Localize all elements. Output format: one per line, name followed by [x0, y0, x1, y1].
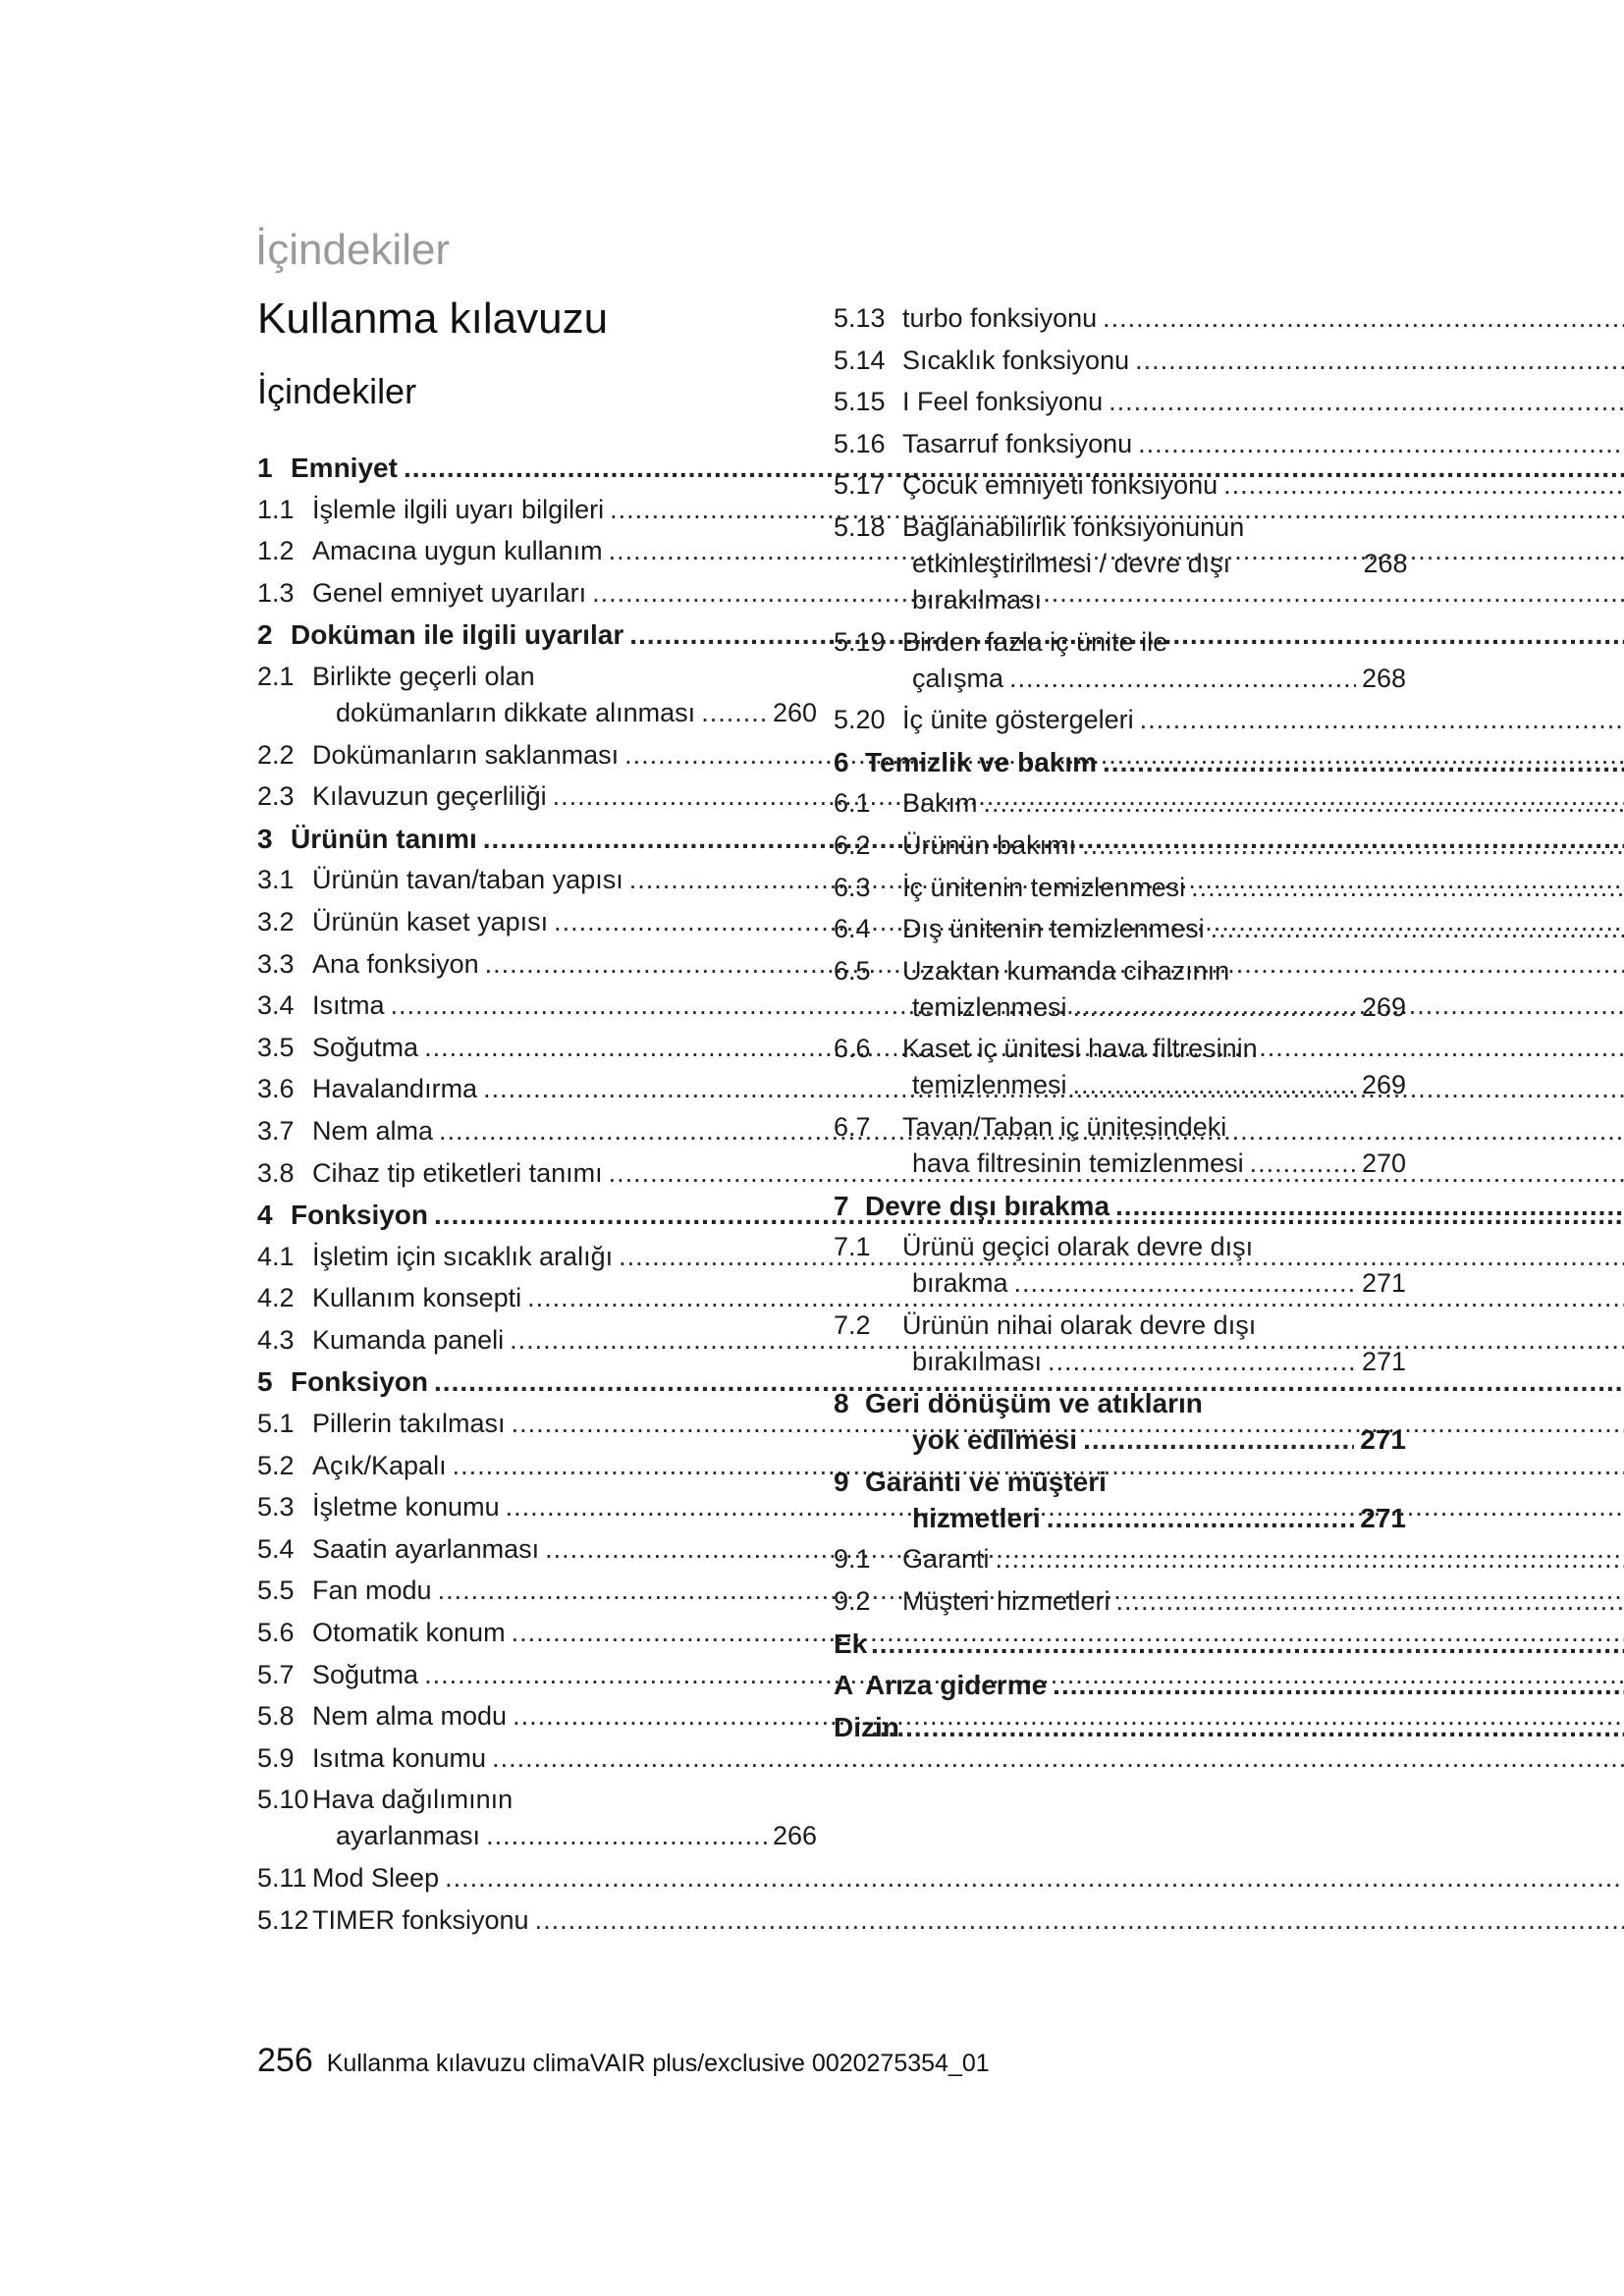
- toc-entry[interactable]: [257, 533, 817, 569]
- toc-heading: İçindekiler: [257, 371, 417, 411]
- dot-leader: [1138, 426, 1624, 462]
- toc-number: 2: [257, 619, 273, 651]
- toc-title: Kılavuzun geçerliliği: [312, 781, 547, 812]
- toc-title: TIMER fonksiyonu: [312, 1904, 529, 1935]
- toc-title: Ana fonksiyon: [312, 948, 479, 979]
- dot-leader: [1103, 300, 1624, 337]
- toc-entry[interactable]: [257, 904, 817, 940]
- toc-page-number: 270: [1361, 1148, 1406, 1178]
- toc-number: 9.1: [834, 1544, 871, 1575]
- toc-entry[interactable]: [834, 1667, 1406, 1703]
- toc-entry[interactable]: [257, 1740, 817, 1777]
- toc-number: 3.6: [257, 1074, 295, 1104]
- toc-entry[interactable]: [257, 821, 817, 857]
- toc-entry[interactable]: [257, 1071, 817, 1107]
- toc-entry[interactable]: [834, 467, 1406, 504]
- toc-entry[interactable]: [834, 1385, 1406, 1458]
- toc-entry[interactable]: [834, 785, 1406, 822]
- toc-title: Isıtma konumu: [312, 1742, 487, 1773]
- toc-title: Kullanım konsepti: [312, 1283, 522, 1313]
- dot-leader: [996, 1541, 1624, 1577]
- toc-entry[interactable]: [834, 384, 1406, 420]
- toc-title: İşletme konumu: [312, 1492, 500, 1522]
- toc-number: 7: [834, 1190, 849, 1221]
- toc-entry[interactable]: [257, 946, 817, 983]
- toc-entry[interactable]: [834, 426, 1406, 462]
- dot-leader: [1115, 1188, 1624, 1224]
- toc-page-number: 268: [1363, 548, 1408, 578]
- toc-entry[interactable]: [257, 1489, 817, 1525]
- toc-title: Dış ünitenin temizlenmesi: [902, 914, 1205, 944]
- toc-title-continuation: temizlenmesi: [912, 1070, 1067, 1100]
- toc-entry[interactable]: [257, 1406, 817, 1442]
- toc-entry[interactable]: [257, 492, 817, 528]
- dot-leader: [445, 1860, 1624, 1896]
- toc-number: 8: [834, 1388, 849, 1419]
- toc-number: 5.8: [257, 1701, 295, 1732]
- toc-page-number: 269: [1361, 1070, 1406, 1100]
- toc-entry[interactable]: [257, 1363, 817, 1400]
- toc-page-number: 271: [1360, 1424, 1406, 1456]
- toc-title: Bakım: [902, 788, 978, 819]
- toc-entry[interactable]: [257, 450, 817, 486]
- toc-entry[interactable]: [257, 1860, 817, 1896]
- toc-number: 7.1: [834, 1232, 871, 1262]
- toc-title: Nem alma: [312, 1115, 434, 1146]
- toc-number: 3.4: [257, 990, 295, 1021]
- toc-title-continuation: bırakılması: [912, 1346, 1043, 1376]
- toc-entry[interactable]: [257, 1698, 817, 1735]
- toc-entry[interactable]: [834, 702, 1406, 738]
- toc-title: Temizlik ve bakım: [865, 746, 1098, 777]
- toc-entry[interactable]: [257, 616, 817, 653]
- toc-entry[interactable]: [834, 1308, 1406, 1380]
- toc-title: Ürünün tanımı: [291, 823, 477, 854]
- toc-title: Nem alma modu: [312, 1701, 508, 1732]
- toc-page-number: 271: [1360, 1502, 1406, 1533]
- toc-number: 1.3: [257, 577, 295, 608]
- toc-entry[interactable]: [257, 988, 817, 1024]
- toc-number: 4.2: [257, 1283, 295, 1313]
- toc-number: 3.2: [257, 906, 295, 936]
- toc-title-continuation: bırakma: [912, 1268, 1008, 1299]
- toc-number: 3.8: [257, 1157, 295, 1188]
- toc-title-continuation: temizlenmesi: [912, 991, 1067, 1022]
- toc-number: 5.14: [834, 345, 886, 375]
- toc-number: 5.4: [257, 1533, 295, 1564]
- toc-entry[interactable]: [834, 953, 1406, 1026]
- toc-number: 5.11: [257, 1863, 307, 1893]
- toc-number: 6: [834, 746, 849, 777]
- toc-number: 1.1: [257, 494, 295, 524]
- toc-number: 5.12: [257, 1904, 309, 1935]
- toc-title-continuation: etkinleştirilmesi / devre dışı bırakılması: [912, 548, 1238, 614]
- dot-leader: [1109, 384, 1624, 420]
- toc-number: 5.6: [257, 1618, 295, 1648]
- toc-entry[interactable]: [257, 1155, 817, 1192]
- toc-title: Açık/Kapalı: [312, 1450, 447, 1480]
- toc-number: 5.7: [257, 1659, 295, 1689]
- toc-title: Soğutma: [312, 1659, 419, 1689]
- toc-title: Devre dışı bırakma: [865, 1190, 1110, 1221]
- toc-entry[interactable]: [257, 1902, 817, 1939]
- toc-number: 5.2: [257, 1450, 295, 1480]
- toc-title: İç ünite göstergeleri: [902, 705, 1134, 735]
- toc-entry[interactable]: [834, 870, 1406, 906]
- dot-leader: [1053, 1667, 1624, 1703]
- toc-entry[interactable]: [834, 1709, 1406, 1745]
- toc-entry[interactable]: [834, 624, 1406, 697]
- toc-left-column: [257, 450, 817, 1944]
- toc-title-continuation: ayarlanması: [336, 1821, 481, 1851]
- toc-number: 5.3: [257, 1492, 295, 1522]
- document-title: Kullanma kılavuzu: [257, 294, 609, 343]
- toc-title: Ürünün tavan/taban yapısı: [312, 865, 623, 895]
- toc-entry[interactable]: [257, 1322, 817, 1359]
- toc-number: 4.1: [257, 1241, 295, 1271]
- toc-right-column: [834, 300, 1406, 1750]
- toc-number: 4: [257, 1200, 273, 1231]
- dot-leader: [1103, 744, 1624, 780]
- toc-page-number: 260: [772, 697, 817, 727]
- toc-page-number: 268: [1361, 663, 1406, 693]
- toc-number: 3.7: [257, 1115, 295, 1146]
- toc-entry[interactable]: [834, 911, 1406, 947]
- toc-number: 3: [257, 823, 273, 854]
- toc-title: Amacına uygun kullanım: [312, 536, 603, 566]
- footer-text: Kullanma kılavuzu climaVAIR plus/exclusive 0020275354_01: [326, 2050, 990, 2077]
- toc-number: 7.2: [834, 1309, 871, 1340]
- toc-entry[interactable]: [257, 737, 817, 774]
- toc-entry[interactable]: [257, 1782, 817, 1854]
- toc-entry[interactable]: [257, 778, 817, 815]
- dot-leader: [1223, 467, 1624, 504]
- toc-title-continuation: dokümanların dikkate alınması: [336, 697, 696, 727]
- toc-title: Cihaz tip etiketleri tanımı: [312, 1157, 603, 1188]
- toc-title: Geri dönüşüm ve atıkların: [865, 1388, 1203, 1419]
- toc-entry[interactable]: [834, 1031, 1406, 1103]
- dot-leader: [1014, 1265, 1356, 1302]
- toc-entry[interactable]: [257, 1197, 817, 1233]
- toc-number: 2.1: [257, 661, 295, 691]
- dot-leader: [871, 1709, 1624, 1745]
- toc-number: 1.2: [257, 536, 295, 566]
- toc-number: 6.3: [834, 872, 871, 902]
- toc-number: 2.2: [257, 739, 295, 770]
- toc-title: Fonksiyon: [291, 1366, 429, 1398]
- toc-title: Genel emniyet uyarıları: [312, 577, 587, 608]
- toc-entry[interactable]: [257, 1615, 817, 1651]
- toc-page-number: 271: [1361, 1346, 1406, 1376]
- toc-entry[interactable]: [257, 1531, 817, 1568]
- toc-title: Soğutma: [312, 1032, 419, 1062]
- toc-title: Dokümanların saklanması: [312, 739, 620, 770]
- toc-title: Uzaktan kumanda cihazının: [902, 955, 1230, 986]
- toc-entry[interactable]: [834, 1109, 1406, 1182]
- toc-number: 5.15: [834, 387, 886, 417]
- toc-page-number: 266: [772, 1821, 817, 1851]
- toc-number: 6.7: [834, 1111, 871, 1142]
- toc-title-continuation: çalışma: [912, 663, 1004, 693]
- toc-entry[interactable]: [257, 575, 817, 612]
- toc-entry[interactable]: [257, 1448, 817, 1484]
- toc-number: 5.13: [834, 303, 886, 333]
- toc-number: 9: [834, 1466, 849, 1497]
- toc-number: 3.1: [257, 865, 295, 895]
- toc-title: İşletim için sıcaklık aralığı: [312, 1241, 614, 1271]
- dot-leader: [1082, 828, 1624, 864]
- toc-entry[interactable]: [834, 1188, 1406, 1224]
- dot-leader: [1047, 1500, 1355, 1536]
- toc-title: Isıtma: [312, 990, 385, 1021]
- dot-leader: [1048, 1344, 1356, 1380]
- dot-leader: [1009, 661, 1356, 697]
- toc-entry[interactable]: [834, 744, 1406, 780]
- dot-leader: [1073, 1067, 1356, 1103]
- toc-title-continuation: hava filtresinin temizlenmesi: [912, 1148, 1244, 1178]
- toc-title: Fonksiyon: [291, 1200, 429, 1231]
- toc-number: 2.3: [257, 781, 295, 812]
- toc-title: Tavan/Taban iç ünitesindeki: [902, 1111, 1227, 1142]
- toc-number: 6.4: [834, 914, 871, 944]
- toc-title: Doküman ile ilgili uyarılar: [291, 619, 624, 651]
- toc-title: Ürünü geçici olarak devre dışı: [902, 1232, 1254, 1262]
- toc-number: 5.19: [834, 626, 886, 657]
- toc-number: 3.3: [257, 948, 295, 979]
- dot-leader: [1116, 1583, 1624, 1620]
- toc-title: Otomatik konum: [312, 1618, 506, 1648]
- toc-title: İç ünitenin temizlenmesi: [902, 872, 1186, 902]
- toc-title: Çocuk emniyeti fonksiyonu: [902, 470, 1218, 501]
- toc-number: Dizin: [834, 1711, 899, 1742]
- toc-title: Kaset iç ünitesi hava filtresinin: [902, 1034, 1258, 1064]
- dot-leader: [1073, 989, 1356, 1026]
- toc-entry[interactable]: [257, 862, 817, 898]
- toc-title: Ürünün nihai olarak devre dışı: [902, 1309, 1257, 1340]
- page-footer: [257, 2042, 990, 2080]
- toc-number: 5.16: [834, 428, 886, 458]
- dot-leader: [1135, 343, 1624, 379]
- toc-title: turbo fonksiyonu: [902, 303, 1098, 333]
- dot-leader: [1140, 702, 1624, 738]
- toc-entry[interactable]: [257, 1030, 817, 1066]
- dot-leader: [1211, 911, 1624, 947]
- toc-entry[interactable]: [257, 1239, 817, 1275]
- toc-title: Emniyet: [291, 453, 398, 483]
- toc-title: Ürünün kaset yapısı: [312, 906, 549, 936]
- dot-leader: [1191, 870, 1624, 906]
- toc-number: 6.1: [834, 788, 871, 819]
- toc-entry[interactable]: [257, 1280, 817, 1316]
- toc-title: Sıcaklık fonksiyonu: [902, 345, 1130, 375]
- toc-title: I Feel fonksiyonu: [902, 387, 1104, 417]
- toc-entry[interactable]: [834, 1464, 1406, 1536]
- toc-number: 6.5: [834, 955, 871, 986]
- toc-entry[interactable]: [834, 1626, 1406, 1662]
- dot-leader: [486, 1818, 767, 1854]
- toc-entry[interactable]: [257, 659, 817, 731]
- toc-title: İşlemle ilgili uyarı bilgileri: [312, 494, 605, 524]
- toc-title: Birden fazla iç ünite ile: [902, 626, 1168, 657]
- toc-number: 5.1: [257, 1409, 295, 1439]
- dot-leader: [535, 1902, 1624, 1939]
- toc-entry[interactable]: [834, 509, 1406, 618]
- toc-title: Fan modu: [312, 1575, 432, 1606]
- toc-title: Arıza giderme: [865, 1670, 1048, 1701]
- toc-entry[interactable]: [834, 343, 1406, 379]
- section-header: İçindekiler: [255, 226, 451, 274]
- toc-entry[interactable]: [834, 1583, 1406, 1620]
- toc-title: Havalandırma: [312, 1074, 478, 1104]
- toc-title-continuation: hizmetleri: [912, 1502, 1041, 1533]
- toc-number: 5.9: [257, 1742, 295, 1773]
- dot-leader: [871, 1626, 1624, 1662]
- toc-number: 5: [257, 1366, 273, 1398]
- toc-title: Kumanda paneli: [312, 1324, 505, 1355]
- toc-number: Ek: [834, 1628, 868, 1659]
- toc-number: 6.6: [834, 1034, 871, 1064]
- toc-title: Bağlanabilirlik fonksiyonunun: [902, 511, 1245, 542]
- toc-title: Birlikte geçerli olan: [312, 661, 535, 691]
- page-number: 256: [257, 2042, 313, 2079]
- toc-entry[interactable]: [834, 1541, 1406, 1577]
- toc-number: 5.17: [834, 470, 886, 501]
- toc-page-number: 269: [1361, 991, 1406, 1022]
- toc-page-number: 271: [1361, 1268, 1406, 1299]
- dot-leader: [984, 785, 1624, 822]
- toc-title: Pillerin takılması: [312, 1409, 506, 1439]
- toc-title: Ürünün bakımı: [902, 829, 1077, 860]
- toc-title: Saatin ayarlanması: [312, 1533, 540, 1564]
- toc-number: 5.5: [257, 1575, 295, 1606]
- toc-number: 3.5: [257, 1032, 295, 1062]
- toc-title: Tasarruf fonksiyonu: [902, 428, 1133, 458]
- toc-entry[interactable]: [834, 1229, 1406, 1302]
- toc-number: 4.3: [257, 1324, 295, 1355]
- toc-number: 1: [257, 453, 273, 483]
- toc-entry[interactable]: [257, 1573, 817, 1609]
- toc-number: 5.10: [257, 1785, 309, 1815]
- dot-leader: [1083, 1421, 1354, 1458]
- dot-leader: [1250, 1146, 1356, 1182]
- dot-leader: [701, 695, 767, 731]
- toc-title: Hava dağılımının: [312, 1785, 514, 1815]
- toc-entry[interactable]: [834, 300, 1406, 337]
- toc-title: Garanti ve müşteri: [865, 1466, 1107, 1497]
- toc-title: Müşteri hizmetleri: [902, 1586, 1110, 1617]
- toc-entry[interactable]: [257, 1113, 817, 1149]
- toc-title-continuation: yok edilmesi: [912, 1424, 1078, 1456]
- toc-number: 5.20: [834, 705, 886, 735]
- toc-number: 5.18: [834, 511, 886, 542]
- toc-number: 6.2: [834, 829, 871, 860]
- toc-entry[interactable]: [834, 828, 1406, 864]
- toc-entry[interactable]: [257, 1657, 817, 1693]
- toc-number: 9.2: [834, 1586, 871, 1617]
- toc-title: Garanti: [902, 1544, 990, 1575]
- toc-title: Mod Sleep: [312, 1863, 440, 1893]
- toc-number: A: [834, 1670, 854, 1701]
